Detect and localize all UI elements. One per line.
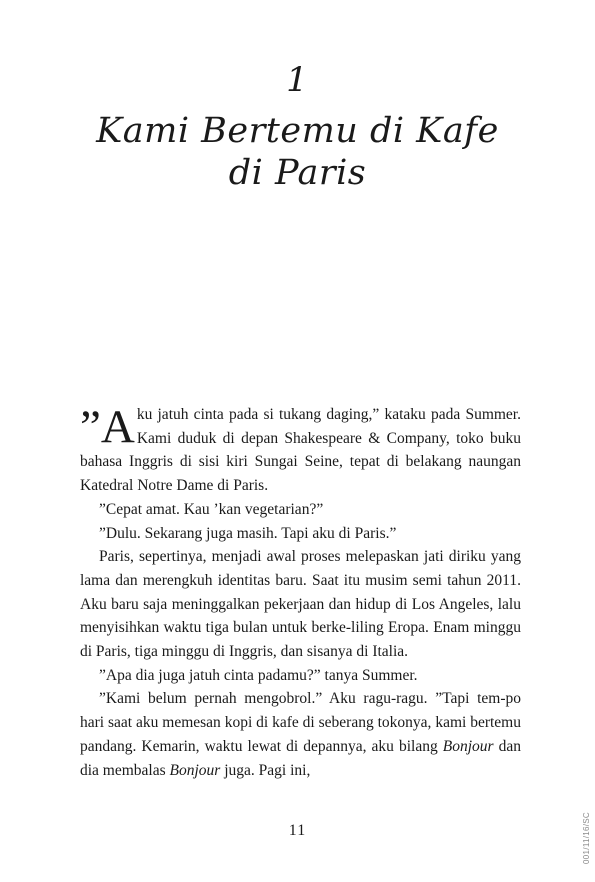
chapter-number: 1 [286, 60, 309, 100]
drop-cap: ”A [80, 401, 135, 453]
chapter-title-line-1: Kami Bertemu di Kafe [96, 111, 499, 151]
paragraph-6-text-b: dan dia membalas [80, 737, 521, 779]
paragraph-6-italic-2: Bonjour [169, 761, 221, 779]
chapter-title-line-2: di Paris [228, 153, 367, 193]
paragraph-5: ”Apa dia juga jatuh cinta padamu?” tanya Summer. [99, 666, 418, 684]
paragraph-1-text: ku jatuh cinta pada si tukang daging,” kataku pada Summer. Kami duduk di depan Shakespeare & Company, toko buku bahasa Inggris di sisi kiri Sungai Seine, tepat di belakang naungan Katedral Notre Dame di Paris. [80, 406, 521, 495]
page-number: 11 [288, 822, 307, 839]
paragraph-1 [80, 403, 521, 498]
paragraph-3: ”Dulu. Sekarang juga masih. Tapi aku di Paris.” [99, 524, 397, 542]
paragraph-6-italic-1: Bonjour [442, 737, 494, 755]
paragraph-6-text-a: ”Kami belum pernah mengobrol.” Aku ragu-ragu. ”Tapi tem-po hari saat aku memesan kopi di kafe di seberang tokonya, kami bertemu pandang. Kemarin, waktu lewat di depannya, aku bilang [80, 690, 521, 755]
paragraph-4: Paris, sepertinya, menjadi awal proses melepaskan jati diriku yang lama dan merengkuh identitas baru. Saat itu musim semi tahun 2011. Aku baru saja meninggalkan pekerjaan dan hidup di Los Angeles, lalu menyisihkan waktu tiga bulan untuk berke-liling Eropa. Enam minggu di Paris, tiga minggu di Inggris, dan sisanya di Italia. [80, 548, 521, 661]
paragraph-6 [80, 687, 521, 782]
body-text [80, 403, 521, 782]
print-code: 001/11/16/SC [582, 812, 591, 864]
paragraph-2: ”Cepat amat. Kau ’kan vegetarian?” [99, 500, 324, 518]
paragraph-6-text-c: juga. Pagi ini, [220, 761, 311, 779]
chapter-title [0, 110, 595, 194]
